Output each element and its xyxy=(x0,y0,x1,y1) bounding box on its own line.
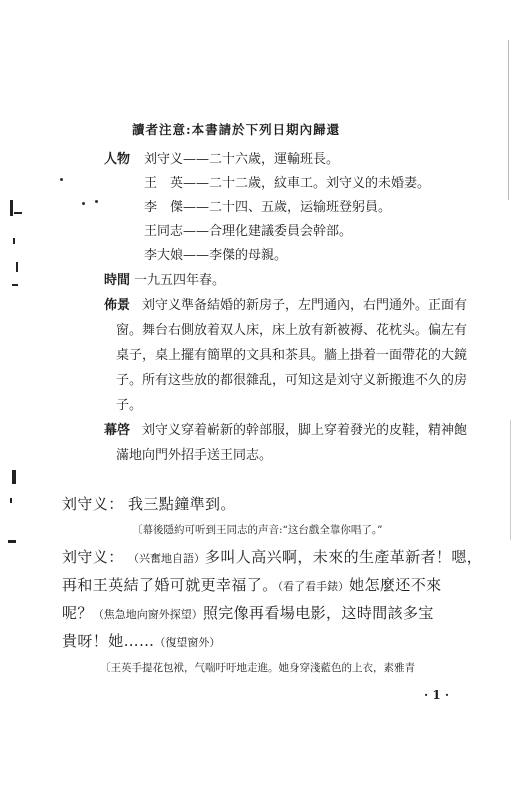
dialogue-line xyxy=(62,602,434,623)
spoken-text: 呢？ xyxy=(62,604,93,622)
stage-direction: 〔幕後隱約可听到王同志的声音:“这台戲全靠你唱了。” xyxy=(132,524,383,536)
spoken-text: 再和王英結了婚可就更幸福了。 xyxy=(62,576,278,594)
spoken-text: 她怎麼还不來 xyxy=(349,576,442,594)
margin-mark xyxy=(16,262,18,272)
cast-member: 李 傑——二十四、五歲，运输班登躬員。 xyxy=(144,200,392,215)
stage-direction: 〔王英手提花包袱，气喘吁吁地走進。她身穿淺藍色的上衣，素雅青 xyxy=(100,662,415,674)
scene-line: 刘守义準备結婚的新房子，左門通內，右門通外。正面有 xyxy=(142,298,468,313)
cast-member: 刘守义——二十六歲，運輸班長。 xyxy=(144,152,340,167)
margin-mark xyxy=(14,212,22,214)
cast-member: 王 英——二十二歲，紋車工。刘守义的未婚妻。 xyxy=(144,176,431,191)
inline-direction: （復望窗外） xyxy=(154,636,221,649)
time-text: 一九五四年春。 xyxy=(134,273,226,288)
margin-mark xyxy=(10,498,12,503)
margin-mark xyxy=(13,238,15,244)
speaker-name: 刘守义： xyxy=(62,495,124,513)
margin-mark xyxy=(12,284,18,286)
speck xyxy=(60,178,63,181)
scene-line: 窗。舞台右側放着双人床，床上放有新被褥、花枕头。偏左有 xyxy=(116,323,468,338)
margin-mark xyxy=(12,470,16,484)
cast-member: 李大娘——李傑的母親。 xyxy=(144,248,288,263)
inline-direction: （焦急地向窗外探望） xyxy=(92,608,203,621)
margin-mark xyxy=(10,200,13,216)
scene-line: 子。所有这些放的都很雜乱，可知这是刘守义新搬進不久的房 xyxy=(116,373,468,388)
cast-label: 人物 xyxy=(104,152,131,167)
dialogue-line: 我三點鐘準到。 xyxy=(128,495,236,513)
inline-direction: （兴奮地自語） xyxy=(128,552,205,565)
time-label: 時間 xyxy=(104,273,131,288)
scene-line: 桌子，桌上擺有簡單的文具和茶具。牆上掛着一面帶花的大鏡 xyxy=(116,348,468,363)
spoken-text: 照完像再看場电影，这時間該多宝 xyxy=(202,604,434,622)
dialogue-line xyxy=(62,574,442,595)
scene-label: 佈景 xyxy=(104,298,131,313)
library-notice: 讀者注意:本書請於下列日期內歸還 xyxy=(132,122,341,137)
page-number: · 1 · xyxy=(424,688,450,702)
inline-direction: （看了看手錶） xyxy=(277,580,350,593)
right-edge-line xyxy=(508,40,509,200)
right-edge-line xyxy=(510,420,511,540)
margin-mark xyxy=(8,540,16,543)
curtain-label: 幕啓 xyxy=(104,423,131,438)
cast-member: 王同志——合理化建議委員会幹部。 xyxy=(144,224,353,239)
curtain-line: 刘守义穿着嶄新的幹部服，脚上穿着發光的皮鞋，精神飽 xyxy=(142,423,468,438)
speck xyxy=(82,202,85,205)
dialogue-line xyxy=(62,630,220,651)
speck xyxy=(95,200,98,203)
speaker-name: 刘守义： xyxy=(62,548,124,566)
dialogue-line xyxy=(128,546,482,567)
scene-line: 子。 xyxy=(116,398,143,413)
spoken-text: 多叫人高兴啊，未來的生產革新者！嗯， xyxy=(205,548,483,566)
curtain-line: 滿地向門外招手送王同志。 xyxy=(116,448,273,463)
spoken-text: 貴呀！她…… xyxy=(62,632,155,650)
